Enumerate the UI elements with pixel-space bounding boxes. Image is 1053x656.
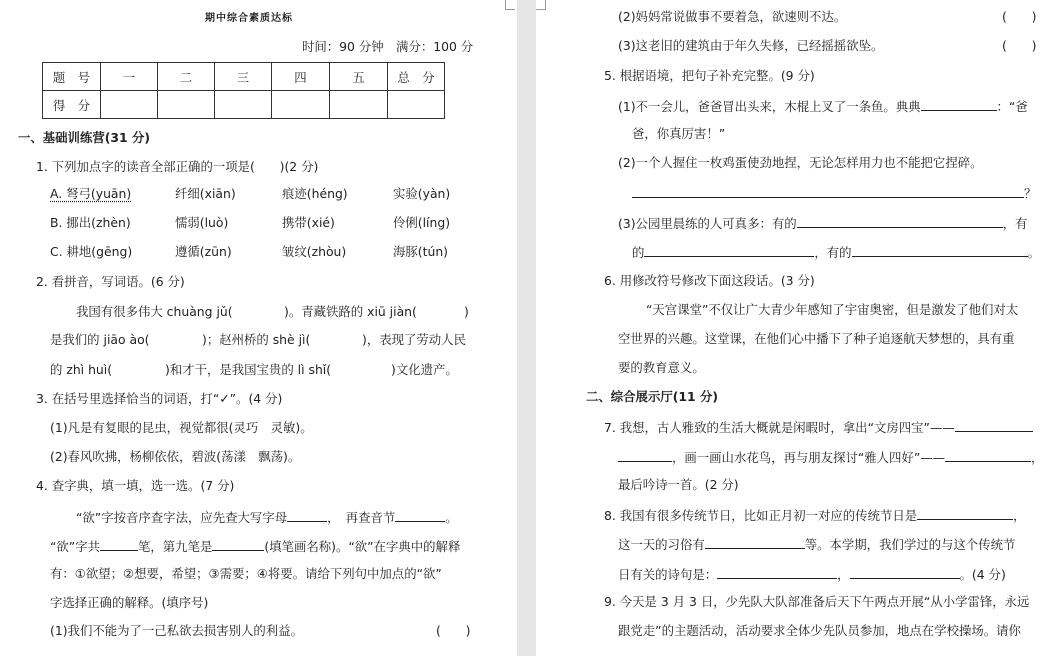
table-cell: 总 分	[388, 63, 445, 91]
page-left	[0, 0, 517, 656]
score-input-cell[interactable]	[158, 91, 215, 119]
score-header-row	[43, 63, 445, 91]
q2-line-2b: )；赵州桥的 shè jì(	[202, 332, 311, 347]
answer-blank[interactable]	[717, 565, 837, 579]
q4-line-3: 有：①欲望；②想要，希望；③需要；④将要。请给下列句中加点的“欲”	[50, 566, 442, 581]
table-cell: 得 分	[43, 91, 101, 119]
page-corner-mark	[536, 0, 546, 10]
answer-blank[interactable]	[852, 243, 1028, 257]
q8-text: 日有关的诗句是：	[618, 567, 718, 582]
question-stem: 6. 用修改符号修改下面这段话。(3 分)	[604, 273, 815, 288]
q4-text: ， 再查音节	[327, 510, 396, 525]
q8-text: ，	[837, 567, 850, 582]
option-c-4: 海豚(tún)	[393, 244, 449, 259]
q8-text: 。(4 分)	[959, 567, 1006, 582]
answer-blank[interactable]	[797, 214, 1003, 228]
question-stem: 2. 看拼音，写词语。(6 分)	[36, 274, 185, 289]
q6-line-1: “天宫课堂”不仅让广大青少年感知了宇宙奥密，但是激发了他们对太	[646, 302, 1019, 317]
answer-blank[interactable]	[100, 537, 138, 551]
q7-line-3: 最后吟诗一首。(2 分)	[618, 477, 739, 492]
q5-text: ，有的	[814, 245, 852, 260]
q2-line-3a: 的 zhì huì(	[50, 362, 113, 377]
answer-blank[interactable]	[921, 97, 997, 111]
q9-line-2: 跟党走”的主题活动，活动要求全体少先队员参加，地点在学校操场。请你	[618, 623, 1021, 638]
score-input-row	[43, 91, 445, 119]
q4-sub-2: (2)妈妈常说做事不要着急，欲速则不达。	[618, 9, 847, 24]
table-cell: 三	[215, 63, 272, 91]
answer-blank[interactable]	[917, 506, 1013, 520]
q6-line-2: 空世界的兴趣。这堂课，在他们心中播下了种子追逐航天梦想的，具有重	[618, 331, 1015, 346]
table-cell: 二	[158, 63, 215, 91]
q5-line-5	[618, 214, 1027, 232]
exam-title: 期中综合素质达标	[205, 13, 293, 24]
q5-line-6	[632, 243, 1040, 261]
option-b-4: 伶俐(líng)	[393, 215, 451, 230]
score-input-cell[interactable]	[215, 91, 272, 119]
q5-line-2: 爸，你真厉害！”	[632, 126, 726, 141]
q2-line-3c: )文化遗产。	[391, 362, 458, 377]
option-c-3: 皱纹(zhòu)	[282, 244, 347, 259]
answer-blank[interactable]	[945, 448, 1031, 462]
q2-line-1b: )。青藏铁路的 xiū jiàn(	[284, 304, 417, 319]
q8-text: 等。本学期，我们学过的与这个传统节	[804, 537, 1016, 552]
q7-text: 7. 我想，古人雅致的生活大概就是闲暇时，拿出“文房四宝”——	[604, 420, 955, 435]
q8-line-3	[618, 565, 1006, 583]
score-input-cell[interactable]	[388, 91, 445, 119]
table-cell: 五	[330, 63, 388, 91]
q3-sentence-1: (1)凡是有复眼的昆虫，视觉都很(灵巧 灵敏)。	[50, 420, 313, 435]
q2-line-2a: 是我们的 jiāo ào(	[50, 332, 150, 347]
question-stem: 1. 下列加点字的读音全部正确的一项是( )(2 分)	[36, 159, 319, 174]
q4-line-4: 字选择正确的解释。(填序号)	[50, 595, 209, 610]
q7-text: ，画一画山水花鸟，再与朋友探讨“雅人四好”——	[672, 450, 946, 465]
q4-line-1	[76, 508, 458, 526]
q4-text: 笔，第九笔是	[138, 539, 213, 554]
table-cell: 题 号	[43, 63, 101, 91]
option-b-2: 懦弱(luò)	[175, 215, 229, 230]
q4-text: 。	[445, 510, 458, 525]
option-a-2: 纤细(xiān)	[175, 186, 236, 201]
option-text: A. 弩弓(yuān)	[50, 186, 132, 201]
q5-line-4	[632, 184, 1036, 202]
question-stem: 4. 查字典，填一填，选一选。(7 分)	[36, 478, 235, 493]
q4-text: “欲”字按音序查字法，应先查大写字母	[76, 510, 288, 525]
q5-text: 。	[1027, 245, 1040, 260]
q3-sentence-2: (2)春风吹拂，杨柳依依，碧波(荡漾 飘荡)。	[50, 449, 301, 464]
score-input-cell[interactable]	[330, 91, 388, 119]
page-right	[536, 0, 1053, 656]
answer-blank[interactable]	[955, 418, 1033, 432]
q8-text: ，	[1013, 508, 1026, 523]
q8-text: 8. 我国有很多传统节日，比如正月初一对应的传统节日是	[604, 508, 918, 523]
q6-line-3: 要的教育意义。	[618, 360, 705, 375]
table-cell: 一	[101, 63, 158, 91]
question-stem: 5. 根据语境，把句子补充完整。(9 分)	[604, 68, 815, 83]
score-input-cell[interactable]	[101, 91, 158, 119]
option-a-4: 实验(yàn)	[393, 186, 451, 201]
q5-text: 的	[632, 245, 645, 260]
table-cell: 四	[272, 63, 330, 91]
answer-blank[interactable]	[395, 508, 445, 522]
q2-line-1a: 我国有很多伟大 chuàng jǔ(	[76, 304, 233, 319]
score-input-cell[interactable]	[272, 91, 330, 119]
exam-meta: 时间：90 分钟 满分：100 分	[302, 39, 474, 54]
option-c-2: 遵循(zūn)	[175, 244, 232, 259]
q7-text: ，	[1031, 450, 1044, 465]
answer-parentheses[interactable]: ( )	[1002, 38, 1037, 53]
q5-text: ？	[1024, 186, 1037, 201]
q4-text: “欲”字共	[50, 539, 101, 554]
q4-text: (填笔画名称)。“欲”在字典中的解释	[264, 539, 461, 554]
q8-text: 这一天的习俗有	[618, 537, 705, 552]
answer-blank[interactable]	[632, 184, 1024, 198]
answer-blank[interactable]	[618, 448, 672, 462]
option-a-3: 痕迹(héng)	[282, 186, 348, 201]
option-b-3: 携带(xié)	[282, 215, 335, 230]
q7-line-2	[618, 448, 1043, 466]
q2-line-3b: )和才干，是我国宝贵的 lì shǐ(	[165, 362, 332, 377]
option-a-1	[50, 186, 131, 202]
answer-blank[interactable]	[705, 535, 805, 549]
section-heading: 二、综合展示厅(11 分)	[586, 389, 719, 404]
option-c-1: C. 耕地(gēng)	[50, 244, 133, 259]
q2-line-1c: )	[464, 304, 469, 319]
section-heading: 一、基础训练营(31 分)	[18, 130, 151, 145]
score-table	[42, 62, 445, 119]
q7-line-1	[604, 418, 1033, 436]
q5-text: ，有	[1002, 216, 1028, 231]
q2-line-2c: )，表现了劳动人民	[362, 332, 466, 347]
q5-text: (3)公园里晨练的人可真多：有的	[618, 216, 797, 231]
q4-sub-1: (1)我们不能为了一己私欲去损害别人的利益。	[50, 623, 303, 638]
q9-line-1: 9. 今天是 3 月 3 日，少先队大队部准备后天下午两点开展“从小学雷锋，永远	[604, 594, 1030, 609]
answer-blank[interactable]	[287, 508, 327, 522]
q5-line-1	[618, 97, 1028, 115]
q5-text: ：“爸	[996, 99, 1028, 114]
answer-blank[interactable]	[850, 565, 960, 579]
question-stem: 3. 在括号里选择恰当的词语，打“✓”。(4 分)	[36, 391, 283, 406]
q4-sub-3: (3)这老旧的建筑由于年久失修，已经摇摇欲坠。	[618, 38, 884, 53]
q4-line-2	[50, 537, 460, 555]
answer-parentheses[interactable]: ( )	[1002, 9, 1037, 24]
answer-parentheses[interactable]: ( )	[436, 623, 471, 638]
q8-line-1	[604, 506, 1026, 524]
q5-text: (1)不一会儿，爸爸冒出头来，木棍上叉了一条鱼。典典	[618, 99, 921, 114]
page-corner-mark	[505, 0, 515, 10]
answer-blank[interactable]	[644, 243, 814, 257]
option-b-1: B. 挪出(zhèn)	[50, 215, 131, 230]
answer-blank[interactable]	[212, 537, 264, 551]
q8-line-2	[618, 535, 1015, 553]
q5-line-3: (2)一个人握住一枚鸡蛋使劲地捏，无论怎样用力也不能把它捏碎。	[618, 155, 983, 170]
